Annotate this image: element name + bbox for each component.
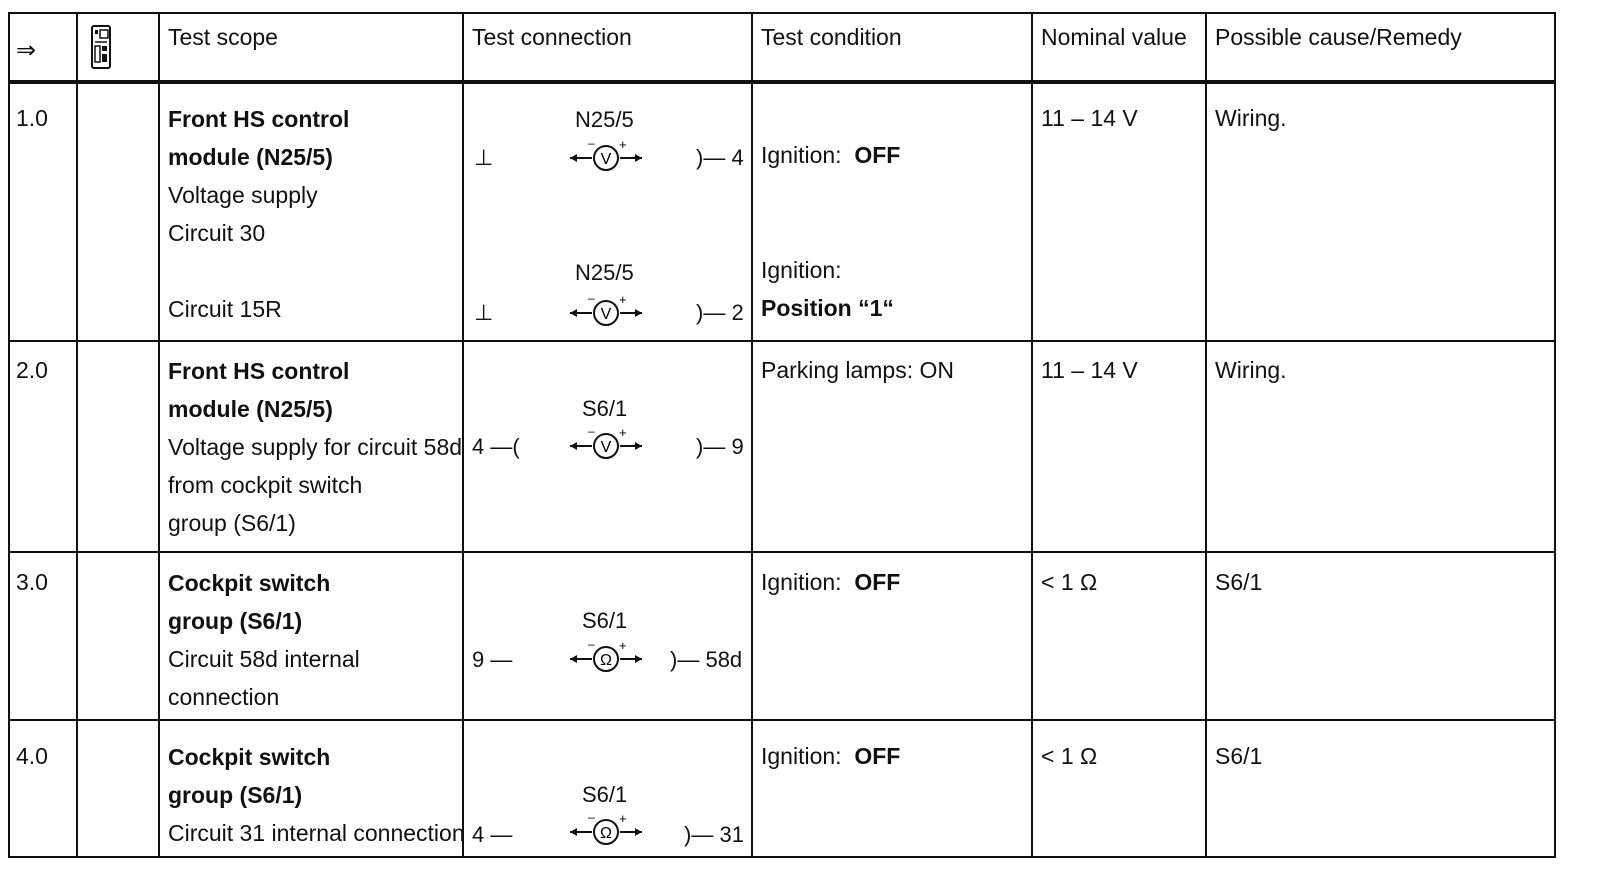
scope-detail: Voltage supply <box>168 182 318 208</box>
col-divider <box>76 12 78 858</box>
component-label: N25/5 <box>575 107 634 132</box>
svg-text:–: – <box>588 293 595 305</box>
col-divider <box>1205 12 1207 858</box>
col-divider <box>158 12 160 858</box>
svg-text:+: + <box>619 138 627 152</box>
svg-text:–: – <box>588 812 595 824</box>
pin-connector: )— 31 <box>684 822 744 847</box>
test-condition <box>761 252 894 327</box>
condition-value: OFF <box>854 142 901 168</box>
test-scope <box>168 352 462 542</box>
scope-title: Front HS control <box>168 106 350 132</box>
nominal-value: < 1 Ω <box>1041 569 1098 595</box>
meter-symbol: V <box>600 306 612 323</box>
svg-text:+: + <box>619 293 627 307</box>
condition-label: Ignition: <box>761 257 842 283</box>
test-condition <box>761 564 900 601</box>
nominal-value: 11 – 14 V <box>1041 105 1138 131</box>
test-condition <box>761 738 900 775</box>
tester-device-icon <box>90 24 112 70</box>
header-test-condition: Test condition <box>761 24 902 50</box>
svg-text:+: + <box>619 426 627 440</box>
scope-title: group (S6/1) <box>168 782 303 808</box>
svg-text:+: + <box>619 639 627 653</box>
remedy: Wiring. <box>1215 105 1287 131</box>
meter-symbol: Ω <box>600 652 612 669</box>
scope-detail: from cockpit switch <box>168 472 363 498</box>
component-label: S6/1 <box>582 396 628 421</box>
voltmeter-icon <box>566 426 646 462</box>
col-divider <box>751 12 753 858</box>
scope-title: module (N25/5) <box>168 396 333 422</box>
pin-connector: 4 — <box>472 822 513 847</box>
test-scope <box>168 100 349 328</box>
remedy: S6/1 <box>1215 569 1263 595</box>
ohmmeter-icon <box>566 639 646 675</box>
pin-connector: )— 2 <box>696 300 744 325</box>
remedy: Wiring. <box>1215 357 1287 383</box>
pin-number: 4 <box>472 822 485 847</box>
meter-symbol: V <box>600 151 612 168</box>
scope-detail: Circuit 58d internal <box>168 646 360 672</box>
pin-connector: 4 —( <box>472 434 520 459</box>
pin-number: 4 <box>731 145 744 170</box>
scope-title: group (S6/1) <box>168 608 303 634</box>
scope-detail: connection <box>168 684 280 710</box>
pin-number: 31 <box>719 822 744 847</box>
condition-label: Ignition: <box>761 743 842 769</box>
header-test-connection: Test connection <box>472 24 632 50</box>
voltmeter-icon <box>566 293 646 329</box>
voltmeter-icon <box>566 138 646 174</box>
col-divider <box>1554 12 1556 858</box>
header-arrow: ⇒ <box>16 37 37 64</box>
scope-detail <box>168 252 349 290</box>
pin-number: 4 <box>472 434 485 459</box>
condition-value: OFF <box>854 569 901 595</box>
scope-detail: group (S6/1) <box>168 510 296 536</box>
col-divider <box>8 12 10 858</box>
step-number: 2.0 <box>16 357 48 383</box>
scope-title: Cockpit switch <box>168 570 331 596</box>
pin-number: 2 <box>731 300 744 325</box>
component-label: S6/1 <box>582 782 628 807</box>
scope-detail: Circuit 31 internal connection <box>168 820 465 846</box>
ground-symbol: ⊥ <box>474 300 494 325</box>
header-test-scope: Test scope <box>168 24 278 50</box>
table-border-top <box>8 12 1556 14</box>
step-number: 3.0 <box>16 569 48 595</box>
condition-label: Ignition: <box>761 569 842 595</box>
component-label: S6/1 <box>582 608 628 633</box>
test-scope <box>168 738 465 852</box>
row-divider <box>8 340 1556 342</box>
header-possible-cause: Possible cause/Remedy <box>1215 24 1462 50</box>
scope-detail: Circuit 30 <box>168 220 266 246</box>
test-condition <box>761 137 900 174</box>
svg-text:–: – <box>588 426 595 438</box>
condition-label: Ignition: <box>761 142 842 168</box>
header-divider <box>8 80 1556 84</box>
nominal-value: < 1 Ω <box>1041 743 1098 769</box>
test-condition: Parking lamps: ON <box>761 357 955 383</box>
svg-text:–: – <box>588 138 595 150</box>
component-label: N25/5 <box>575 260 634 285</box>
pin-connector: )— 4 <box>696 145 744 170</box>
scope-title: module (N25/5) <box>168 144 333 170</box>
test-scope <box>168 564 360 716</box>
table-border-bottom <box>8 856 1556 858</box>
scope-detail: Voltage supply for circuit 58d <box>168 434 463 460</box>
svg-text:+: + <box>619 812 627 826</box>
step-number: 4.0 <box>16 743 48 769</box>
pin-number: 9 <box>472 647 485 672</box>
svg-text:–: – <box>588 639 595 651</box>
condition-value: Position “1“ <box>761 295 894 321</box>
header-nominal-value: Nominal value <box>1041 24 1187 50</box>
step-number: 1.0 <box>16 105 48 131</box>
scope-title: Cockpit switch <box>168 744 331 770</box>
pin-connector: 9 — <box>472 647 513 672</box>
meter-symbol: V <box>600 439 612 456</box>
ohmmeter-icon <box>566 812 646 848</box>
nominal-value: 11 – 14 V <box>1041 357 1138 383</box>
pin-connector: )— 9 <box>696 434 744 459</box>
pin-number: 9 <box>731 434 744 459</box>
col-divider <box>462 12 464 858</box>
row-divider <box>8 719 1556 721</box>
col-divider <box>1031 12 1033 858</box>
pin-connector: )— 58d <box>670 647 743 672</box>
scope-title: Front HS control <box>168 358 350 384</box>
ground-symbol: ⊥ <box>474 145 494 170</box>
condition-value: OFF <box>854 743 901 769</box>
remedy: S6/1 <box>1215 743 1263 769</box>
scope-detail: Circuit 15R <box>168 296 282 322</box>
row-divider <box>8 551 1556 553</box>
pin-number: 58d <box>705 647 743 672</box>
meter-symbol: Ω <box>600 825 612 842</box>
test-table <box>8 12 1556 858</box>
